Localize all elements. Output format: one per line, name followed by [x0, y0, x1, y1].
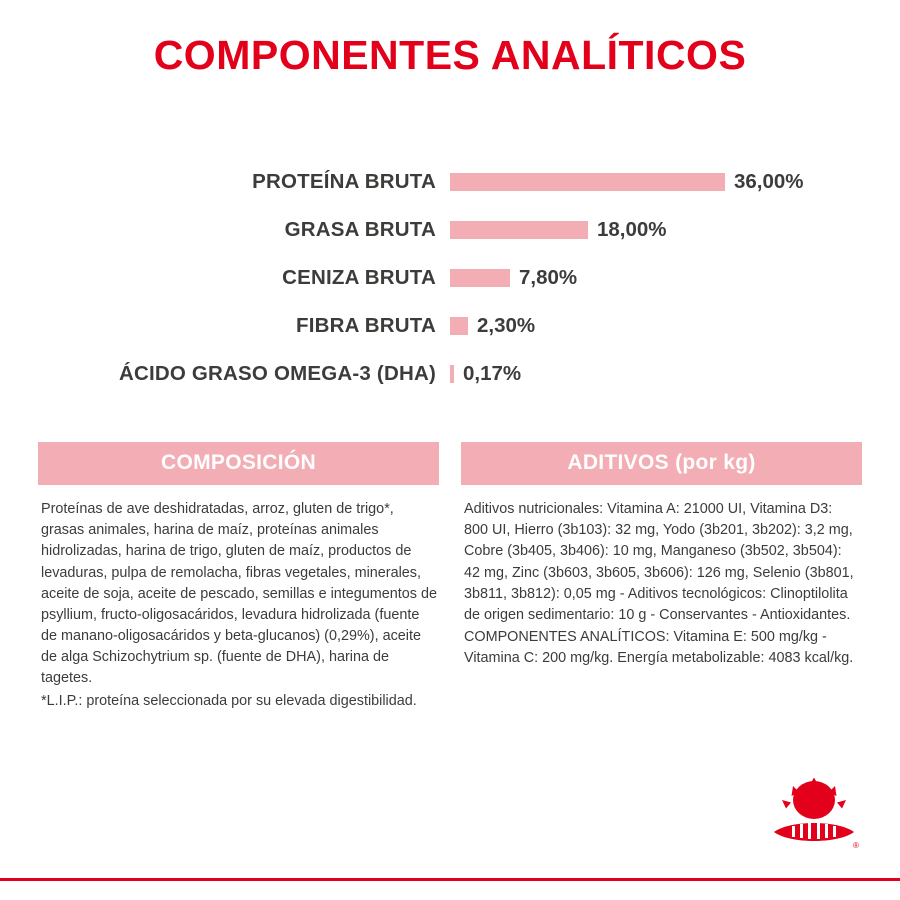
composition-body: [38, 485, 439, 712]
chart-bar: [450, 317, 468, 335]
additives-analytical-paragraph: COMPONENTES ANALÍTICOS: Vitamina E: 500 mg/kg - Vitamina C: 200 mg/kg. Energía metabolizable: 4083 kcal/kg.: [464, 629, 854, 667]
royal-canin-logo: [766, 774, 862, 852]
chart-row: [40, 302, 860, 350]
chart-value-label: 0,17%: [463, 362, 522, 386]
chart-value-label: 18,00%: [597, 218, 667, 242]
additives-header-suffix: (por kg): [668, 451, 756, 475]
additives-header: [461, 442, 862, 485]
chart-category-label: ÁCIDO GRASO OMEGA-3 (DHA): [118, 362, 436, 386]
additives-header-main: ADITIVOS: [567, 451, 669, 475]
chart-bar: [450, 269, 510, 287]
chart-value-label: 2,30%: [477, 314, 536, 338]
chart-category-label: GRASA BRUTA: [284, 218, 436, 242]
composition-footnote: *L.I.P.: proteína seleccionada por su elevada digestibilidad.: [41, 692, 417, 709]
additives-column: [461, 442, 862, 712]
chart-value-label: 7,80%: [519, 266, 578, 290]
chart-value-label: 36,00%: [734, 170, 804, 194]
chart-bar: [450, 173, 725, 191]
chart-category-label: CENIZA BRUTA: [282, 266, 436, 290]
bottom-rule: [0, 878, 900, 881]
chart-row: [40, 206, 860, 254]
composition-paragraph: Proteínas de ave deshidratadas, arroz, gluten de trigo*, grasas animales, harina de maíz, proteínas animales hidrolizadas, harina de trigo, gluten de maíz, productos de levaduras, pulpa de remolacha, fibras vegetales, minerales, aceite de soja, aceite de pescado, semillas e integumentos de psyllium, fructo-oligosacáridos, levadura hidrolizada (fuente de manano-oligosacáridos y beta-glucanos) (0,29%), aceite de alga Schizochytrium sp. (fuente de DHA), harina de tagetes.: [41, 501, 437, 687]
additives-body: [461, 485, 862, 669]
chart-bar-wrap: [450, 362, 860, 386]
chart-bar-wrap: [450, 218, 860, 242]
composition-header: COMPOSICIÓN: [38, 442, 439, 485]
detail-columns: [0, 442, 900, 712]
svg-text:®: ®: [853, 841, 859, 850]
composition-column: [38, 442, 439, 712]
chart-bar-wrap: [450, 314, 860, 338]
analytical-components-chart: [0, 158, 900, 398]
chart-category-label: PROTEÍNA BRUTA: [252, 170, 436, 194]
chart-row: [40, 254, 860, 302]
additives-paragraph: Aditivos nutricionales: Vitamina A: 21000 UI, Vitamina D3: 800 UI, Hierro (3b103): 32 mg, Yodo (3b201, 3b202): 3,2 mg, Cobre (3b405, 3b406): 10 mg, Manganeso (3b502, 3b504): 42 mg, Zinc (3b603, 3b605, 3b606): 126 mg, Selenio (3b801, 3b811, 3b812): 0,05 mg - Aditivos tecnológicos: Clinoptilolita de origen sedimentario: 10 g - Conservantes - Antioxidantes.: [464, 501, 854, 623]
chart-category-label: FIBRA BRUTA: [296, 314, 436, 338]
page-title: COMPONENTES ANALÍTICOS: [153, 32, 747, 78]
chart-bar: [450, 221, 588, 239]
chart-bar-wrap: [450, 266, 860, 290]
chart-row: [40, 158, 860, 206]
chart-bar-wrap: [450, 170, 860, 194]
chart-row: [40, 350, 860, 398]
